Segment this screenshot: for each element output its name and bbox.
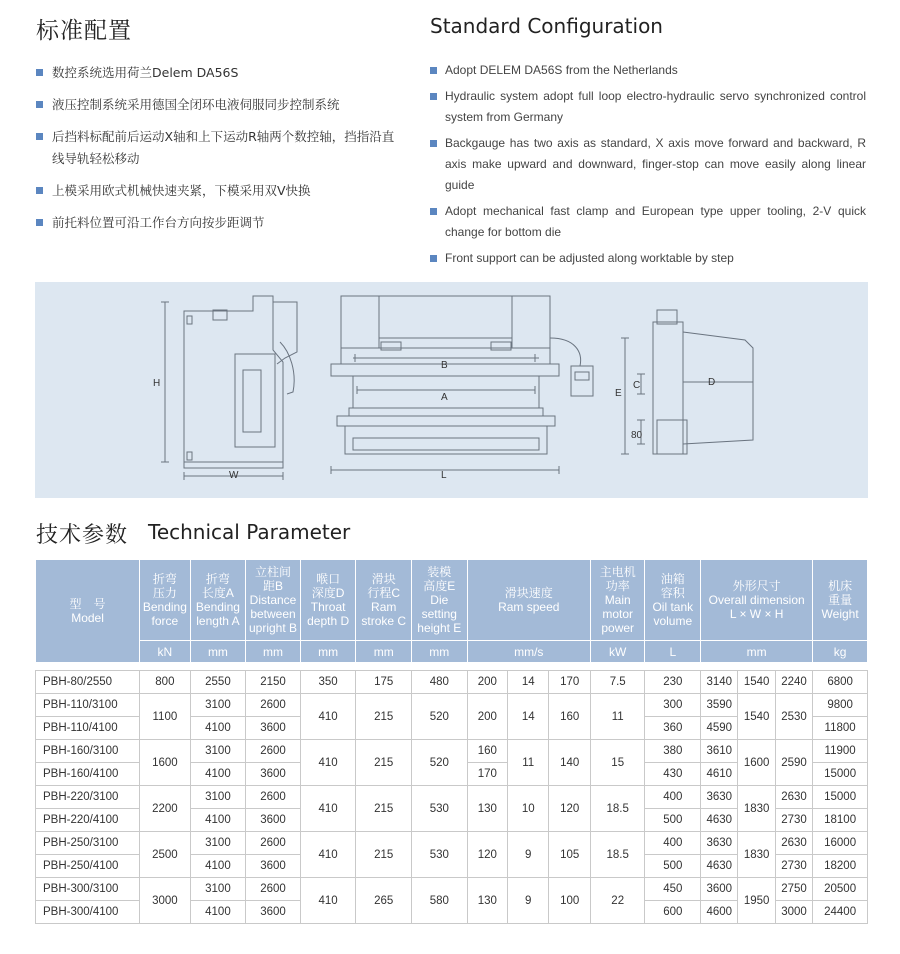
dim-label-d: D (708, 377, 716, 388)
cell: 500 (645, 809, 701, 832)
feature-en-item (430, 248, 866, 269)
cell: 380 (645, 740, 701, 763)
cell: 2630 (775, 832, 812, 855)
cell: 215 (356, 786, 412, 832)
cell: 18.5 (590, 832, 645, 878)
cell: 4100 (190, 901, 246, 924)
cell: 3600 (246, 809, 301, 832)
feature-en-item (430, 60, 866, 81)
feature-en-item (430, 133, 866, 196)
square-bullet-icon (430, 93, 437, 100)
feature-en-text: Adopt DELEM DA56S from the Netherlands (445, 63, 678, 77)
dim-label-b: B (441, 360, 448, 371)
cell: 500 (645, 855, 701, 878)
square-bullet-icon (36, 133, 43, 140)
cell: 215 (356, 740, 412, 786)
cell: 11 (590, 694, 645, 740)
cell: 9 (508, 878, 549, 924)
cell: 450 (645, 878, 701, 901)
header-bending-length: 折弯 长度A Bending length A (190, 560, 246, 641)
cell: 2240 (775, 671, 812, 694)
feature-en-text: Backgauge has two axis as standard, X axis move forward and backward, R axis make upward and downward, finger-stop can move easily along linear guide (445, 136, 866, 192)
cell: 4100 (190, 763, 246, 786)
feature-en-text: Hydraulic system adopt full loop electro-hydraulic servo synchronized control system from Germany (445, 89, 866, 124)
table-row (36, 694, 868, 717)
header-die-height: 装模 高度E Die setting height E (412, 560, 468, 641)
cell: 130 (467, 878, 507, 924)
dim-label-e: E (615, 388, 622, 399)
cell: 3590 (701, 694, 738, 717)
header-oil-tank: 油箱 容积 Oil tank volume (645, 560, 701, 641)
cell-model: PBH-250/3100 (36, 832, 140, 855)
features-en-list (430, 60, 866, 274)
tech-param-cn-title: 技术参数 (36, 523, 129, 548)
cell: 11800 (813, 717, 868, 740)
cell: 265 (356, 878, 412, 924)
unit-cell: kg (813, 641, 868, 663)
header-ram-speed: 滑块速度 Ram speed (467, 560, 590, 641)
cell: 800 (140, 671, 191, 694)
cell: 3100 (190, 786, 246, 809)
cell: 430 (645, 763, 701, 786)
cell: 2750 (775, 878, 812, 901)
cell: 3100 (190, 694, 246, 717)
feature-en-text: Front support can be adjusted along worktable by step (445, 251, 734, 265)
cell: 1950 (738, 878, 775, 924)
cell: 3600 (246, 901, 301, 924)
feature-cn-text: 数控系统选用荷兰Delem DA56S (52, 65, 239, 80)
standard-config-en-title: Standard Configuration (430, 14, 663, 38)
feature-cn-text: 前托料位置可沿工作台方向按步距调节 (52, 215, 265, 230)
cell: 2590 (775, 740, 812, 786)
cell: 160 (549, 694, 590, 740)
cell: 160 (467, 740, 507, 763)
technical-parameter-table (35, 559, 868, 924)
cell: 3000 (140, 878, 191, 924)
feature-cn-item (36, 94, 406, 116)
standard-config-cn-title: 标准配置 (36, 18, 132, 44)
cell: 2500 (140, 832, 191, 878)
cell: 4630 (701, 855, 738, 878)
header-bending-force: 折弯 压力 Bending force (140, 560, 191, 641)
cell: 15000 (813, 763, 868, 786)
cell: 360 (645, 717, 701, 740)
unit-cell: mm (701, 641, 813, 663)
cell: 3630 (701, 786, 738, 809)
cell: 20500 (813, 878, 868, 901)
feature-cn-text: 液压控制系统采用德国全闭环电液伺服同步控制系统 (52, 97, 340, 112)
dim-label-h: H (153, 378, 161, 389)
unit-cell: mm/s (467, 641, 590, 663)
cell: 350 (300, 671, 356, 694)
table-row (36, 832, 868, 855)
cell-model: PBH-110/4100 (36, 717, 140, 740)
cell: 2200 (140, 786, 191, 832)
tech-param-en-title: Technical Parameter (148, 520, 351, 544)
cell: 24400 (813, 901, 868, 924)
cell: 530 (412, 832, 468, 878)
header-weight: 机床 重量 Weight (813, 560, 868, 641)
cell: 4600 (701, 901, 738, 924)
cell: 400 (645, 832, 701, 855)
cell: 120 (549, 786, 590, 832)
cell: 400 (645, 786, 701, 809)
cell: 14 (508, 694, 549, 740)
dim-label-l: L (441, 470, 447, 481)
cell: 580 (412, 878, 468, 924)
cell: 1600 (738, 740, 775, 786)
header-ram-stroke: 滑块 行程C Ram stroke C (356, 560, 412, 641)
square-bullet-icon (430, 67, 437, 74)
cell: 2600 (246, 832, 301, 855)
cell: 140 (549, 740, 590, 786)
cell: 530 (412, 786, 468, 832)
cell: 15 (590, 740, 645, 786)
cell: 130 (467, 786, 507, 832)
dim-label-80: 80 (631, 430, 643, 441)
cell: 4100 (190, 809, 246, 832)
machine-drawing-svg (35, 282, 868, 498)
feature-en-item (430, 201, 866, 243)
unit-cell: mm (412, 641, 468, 663)
square-bullet-icon (430, 208, 437, 215)
cell: 11900 (813, 740, 868, 763)
square-bullet-icon (36, 187, 43, 194)
cell: 9 (508, 832, 549, 878)
cell: 3600 (701, 878, 738, 901)
cell-model: PBH-250/4100 (36, 855, 140, 878)
cell: 2600 (246, 694, 301, 717)
cell: 2550 (190, 671, 246, 694)
feature-cn-text: 上模采用欧式机械快速夹紧，下模采用双V快换 (52, 183, 311, 198)
side-view-drawing (161, 296, 297, 480)
cell: 1100 (140, 694, 191, 740)
cell: 4100 (190, 855, 246, 878)
cell: 3600 (246, 717, 301, 740)
cell: 200 (467, 694, 507, 740)
feature-cn-item (36, 180, 406, 202)
cell: 15000 (813, 786, 868, 809)
cell: 600 (645, 901, 701, 924)
square-bullet-icon (36, 219, 43, 226)
cell: 2730 (775, 855, 812, 878)
cell: 200 (467, 671, 507, 694)
dim-label-a: A (441, 392, 448, 403)
cell: 215 (356, 832, 412, 878)
header-model: 型 号 Model (36, 560, 140, 663)
table-row (36, 671, 868, 694)
cell-model: PBH-80/2550 (36, 671, 140, 694)
cell: 4590 (701, 717, 738, 740)
cell: 1540 (738, 694, 775, 740)
header-motor-power: 主电机 功率 Main motor power (590, 560, 645, 641)
feature-cn-text: 后挡料标配前后运动X轴和上下运动R轴两个数控轴，挡指沿直线导轨轻松移动 (52, 129, 395, 166)
feature-cn-item (36, 126, 406, 170)
cell: 18200 (813, 855, 868, 878)
table-row (36, 740, 868, 763)
cell: 520 (412, 694, 468, 740)
cell: 520 (412, 740, 468, 786)
unit-cell: mm (300, 641, 356, 663)
cell: 1540 (738, 671, 775, 694)
cell: 3000 (775, 901, 812, 924)
cell: 1830 (738, 786, 775, 832)
table-row (36, 878, 868, 901)
unit-cell: kW (590, 641, 645, 663)
square-bullet-icon (36, 101, 43, 108)
cell: 14 (508, 671, 549, 694)
table-units-row (36, 641, 868, 663)
cell: 11 (508, 740, 549, 786)
cell: 230 (645, 671, 701, 694)
unit-cell: mm (246, 641, 301, 663)
cell: 2600 (246, 740, 301, 763)
cell: 1600 (140, 740, 191, 786)
cell: 215 (356, 694, 412, 740)
header-overall-dimension: 外形尺寸 Overall dimension L × W × H (701, 560, 813, 641)
feature-cn-item (36, 212, 406, 234)
front-view-drawing (331, 296, 593, 474)
cell: 9800 (813, 694, 868, 717)
cell-model: PBH-220/3100 (36, 786, 140, 809)
cell: 100 (549, 878, 590, 924)
cell: 6800 (813, 671, 868, 694)
header-distance-upright: 立柱间 距B Distance between upright B (246, 560, 301, 641)
cell-model: PBH-160/4100 (36, 763, 140, 786)
feature-en-item (430, 86, 866, 128)
cell: 170 (549, 671, 590, 694)
cell: 105 (549, 832, 590, 878)
cell: 22 (590, 878, 645, 924)
feature-en-text: Adopt mechanical fast clamp and European type upper tooling, 2-V quick change for bottom die (445, 204, 866, 239)
cell: 3140 (701, 671, 738, 694)
square-bullet-icon (430, 140, 437, 147)
table-header-row (36, 560, 868, 641)
cell-model: PBH-220/4100 (36, 809, 140, 832)
cell-model: PBH-110/3100 (36, 694, 140, 717)
cell: 410 (300, 878, 356, 924)
cell: 175 (356, 671, 412, 694)
cell: 410 (300, 832, 356, 878)
dim-label-w: W (229, 470, 239, 481)
cell: 410 (300, 740, 356, 786)
unit-cell: kN (140, 641, 191, 663)
cell: 7.5 (590, 671, 645, 694)
cell: 3600 (246, 763, 301, 786)
cell-model: PBH-300/4100 (36, 901, 140, 924)
cell: 410 (300, 786, 356, 832)
cell: 2150 (246, 671, 301, 694)
cell: 4610 (701, 763, 738, 786)
square-bullet-icon (430, 255, 437, 262)
cell: 2630 (775, 786, 812, 809)
cell: 18.5 (590, 786, 645, 832)
features-cn-list (36, 62, 406, 244)
cell: 3610 (701, 740, 738, 763)
cell: 4630 (701, 809, 738, 832)
cell: 410 (300, 694, 356, 740)
cell: 1830 (738, 832, 775, 878)
cell: 3100 (190, 832, 246, 855)
unit-cell: mm (356, 641, 412, 663)
cell: 2730 (775, 809, 812, 832)
cell: 10 (508, 786, 549, 832)
cell: 3630 (701, 832, 738, 855)
cell: 2600 (246, 786, 301, 809)
square-bullet-icon (36, 69, 43, 76)
cell: 3100 (190, 740, 246, 763)
table-row (36, 786, 868, 809)
unit-cell: L (645, 641, 701, 663)
header-throat-depth: 喉口 深度D Throat depth D (300, 560, 356, 641)
cell: 480 (412, 671, 468, 694)
cell: 120 (467, 832, 507, 878)
cell: 2600 (246, 878, 301, 901)
cell: 4100 (190, 717, 246, 740)
cell: 3100 (190, 878, 246, 901)
cell-model: PBH-160/3100 (36, 740, 140, 763)
machine-drawing-panel (35, 282, 868, 498)
cell: 16000 (813, 832, 868, 855)
cell: 170 (467, 763, 507, 786)
feature-cn-item (36, 62, 406, 84)
dim-label-c: C (633, 380, 641, 391)
cell: 2530 (775, 694, 812, 740)
cell: 300 (645, 694, 701, 717)
cell-model: PBH-300/3100 (36, 878, 140, 901)
unit-cell: mm (190, 641, 246, 663)
cell: 18100 (813, 809, 868, 832)
cell: 3600 (246, 855, 301, 878)
